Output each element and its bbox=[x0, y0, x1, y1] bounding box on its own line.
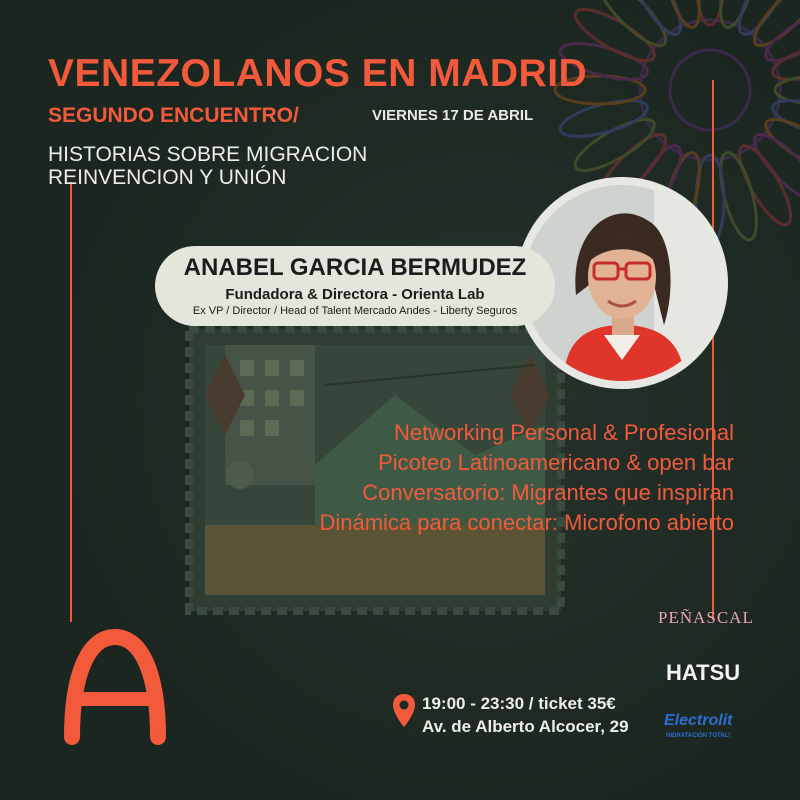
agenda-item: Picoteo Latinoamericano & open bar bbox=[378, 450, 734, 475]
description-line-2: REINVENCION Y UNIÓN bbox=[48, 166, 287, 189]
sponsor-penascal-logo: PEÑASCAL bbox=[658, 608, 754, 627]
mandala-petal bbox=[759, 110, 800, 179]
agenda-item: Networking Personal & Profesional bbox=[394, 420, 734, 445]
brand-a-logo bbox=[60, 625, 170, 745]
address: Av. de Alberto Alcocer, 29 bbox=[422, 717, 629, 736]
sponsor-electrolit-tagline: HIDRATACIÓN TOTAL! bbox=[666, 733, 731, 739]
agenda-item: Conversatorio: Migrantes que inspiran bbox=[362, 480, 734, 505]
left-accent-line bbox=[70, 182, 72, 622]
right-accent-line bbox=[712, 80, 714, 620]
event-title: VENEZOLANOS EN MADRID bbox=[48, 52, 588, 95]
event-description bbox=[48, 143, 367, 189]
mandala-petal bbox=[730, 0, 799, 41]
sponsor-electrolit-logo: Electrolit bbox=[664, 712, 733, 729]
event-info bbox=[422, 692, 629, 738]
agenda-item: Dinámica para conectar: Microfono abierto bbox=[319, 510, 734, 535]
time-ticket: 19:00 - 23:30 / ticket 35€ bbox=[422, 694, 616, 713]
mandala-petal bbox=[759, 0, 800, 69]
speaker-role: Fundadora & Directora - Orienta Lab bbox=[225, 286, 485, 303]
location-pin-icon bbox=[392, 693, 416, 729]
event-date: VIERNES 17 DE ABRIL bbox=[372, 107, 534, 124]
speaker-name: ANABEL GARCIA BERMUDEZ bbox=[183, 254, 527, 281]
mandala-petal bbox=[620, 0, 689, 41]
event-subtitle: SEGUNDO ENCUENTRO/ bbox=[48, 104, 299, 127]
agenda-list bbox=[319, 418, 734, 538]
speaker-previous-role: Ex VP / Director / Head of Talent Mercado Andes - Liberty Seguros bbox=[192, 305, 518, 317]
speaker-card bbox=[155, 246, 555, 326]
description-line-1: HISTORIAS SOBRE MIGRACION bbox=[48, 143, 368, 166]
sponsor-hatsu-logo: HATSU bbox=[666, 660, 741, 685]
